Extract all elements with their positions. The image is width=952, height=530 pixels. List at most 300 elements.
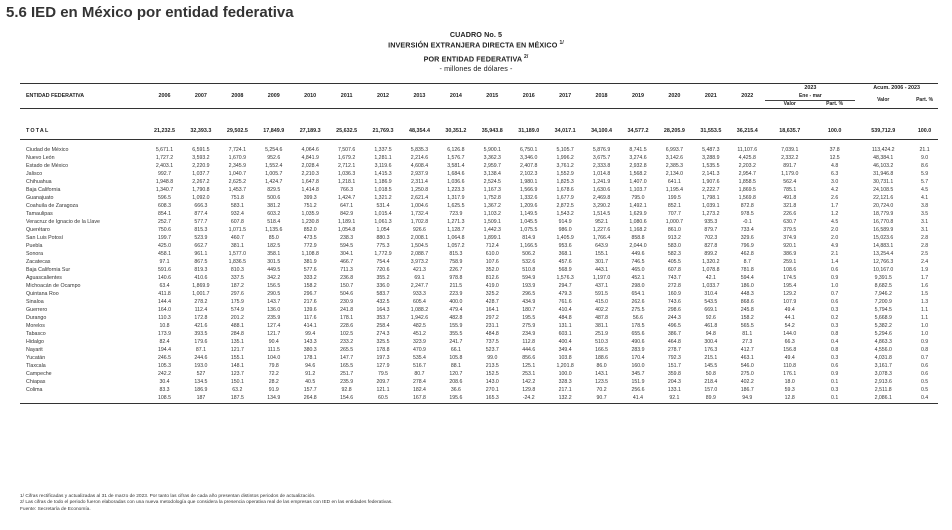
table-cell: 99.0 [487,355,498,362]
table-cell: 952.6 [267,155,281,162]
table-cell: 2,621.4 [410,195,429,202]
table-cell: 14,883.1 [873,243,894,250]
table-cell: 174.5 [783,275,797,282]
table-cell: 2,345.9 [228,163,246,170]
table-row [20,218,938,226]
table-cell: 127.9 [376,363,390,370]
table-cell: 2,044.0 [629,243,647,250]
footnote-2: 2/ Las cifras de todo el periodo fueron elaboradas con una nueva metodología que considera la presencia operativa real de las empresas con IED en las entidades federativas. [20,500,393,506]
table-cell: 0.1 [814,394,855,403]
table-cell: 110.8 [783,363,797,370]
table-cell: 3,581.4 [447,163,465,170]
table-row [20,322,938,330]
table-cell: 5,876.9 [592,147,611,153]
table-cell: 0.3 [831,307,839,314]
total-value: 21,232.5 [146,123,182,140]
table-cell: 12.5 [829,155,840,162]
table-cell: 861.0 [667,227,681,234]
table-cell: 56.6 [632,315,644,322]
table-cell: 1,039.1 [702,203,720,210]
table-cell: 654.1 [631,291,645,298]
table-row [20,162,938,170]
table-cell: 933.3 [412,291,426,298]
entity-name: Tlaxcala [26,363,46,370]
table-cell: 7,724.1 [228,147,246,153]
section-title: 5.6 IED en México por entidad federativa [6,4,294,21]
table-cell: 594.4 [740,275,754,282]
table-cell: 411.8 [158,291,171,298]
table-row [20,354,938,362]
table-cell: 1,045.5 [520,219,538,226]
table-cell: 157.0 [704,387,718,394]
table-cell: 449.6 [631,251,645,258]
table-cell: 368.1 [558,251,572,258]
table-cell: 123.7 [230,371,244,378]
table-cell: 70.2 [596,387,607,394]
table-cell: 978.8 [449,275,463,282]
table-cell: 90.7 [583,394,619,403]
table-cell: 1,033.7 [702,283,720,290]
table-cell: 461.8 [704,323,718,330]
table-cell: 482.5 [412,323,426,330]
table-cell: 1.0 [831,283,839,290]
entity-name: Zacatecas [26,259,51,266]
table-cell: 978.5 [740,211,754,218]
table-cell: 20,724.0 [873,203,894,210]
total-value: 31,189.0 [511,123,547,140]
table-cell: 1,543.2 [556,211,574,218]
table-cell: 5,794.5 [874,307,892,314]
table-cell: 301.5 [267,259,281,266]
table-row [20,258,938,266]
header-year-2017: 2017 [547,84,583,109]
table-cell: 381.1 [230,243,244,250]
table-cell: 195.6 [438,394,474,403]
table-cell: 298.6 [667,307,681,314]
table-cell: 2,959.7 [483,163,501,170]
table-cell: 12,766.3 [873,259,894,266]
table-cell: 867.5 [194,259,208,266]
table-cell: 1,179.0 [781,171,799,178]
table-row [20,242,938,250]
table-cell: 2,088.7 [410,251,429,258]
table-cell: 1,071.5 [228,227,246,234]
table-cell: 532.6 [522,259,536,266]
table-row [20,274,938,282]
table-cell: 880.3 [376,235,390,242]
table-cell: 194.4 [158,347,171,354]
table-cell: 610.0 [485,251,499,258]
table-row [20,226,938,234]
table-cell: 484.8 [485,331,499,338]
table-cell: 1,732.4 [410,211,429,218]
table-cell: 743.6 [667,299,681,306]
table-cell: 349.4 [558,347,572,354]
table-cell: 518.4 [267,219,281,226]
table-cell: 63.2 [232,387,243,394]
table-row [20,186,938,194]
total-value: 34,100.4 [583,123,619,140]
table-cell: 129.2 [783,291,797,298]
table-row [20,362,938,370]
table-cell: 1,004.6 [410,203,429,210]
title-note-2: 2/ [524,54,529,60]
header-year-2020: 2020 [656,84,692,109]
table-cell: 63.4 [159,283,170,290]
table-cell: 2,203.2 [738,163,756,170]
table-cell: 2,932.8 [629,163,647,170]
table-cell: 2,385.3 [665,163,684,170]
table-cell: 4.5 [920,187,929,194]
table-cell: 321.8 [783,203,797,210]
table-cell: 3,274.6 [629,155,647,162]
table-cell: 758.9 [449,259,463,266]
table-cell: 2.8 [920,243,929,250]
table-row [20,194,938,202]
table-cell: 178.8 [376,347,390,354]
table-cell: 235.9 [340,379,354,386]
table-cell: 1,948.8 [155,179,174,186]
table-row [20,210,938,218]
table-cell: 157.7 [303,387,317,394]
table-cell: 0.6 [831,267,839,274]
table-cell: 66.3 [784,339,795,346]
table-cell: 178.1 [340,315,354,322]
table-cell: 193.0 [194,363,208,370]
table-cell: 2,311.4 [410,179,428,186]
table-cell: 167.8 [401,394,437,403]
table-cell: 50.8 [705,371,716,378]
header-year-2023: 2023 [804,85,817,91]
table-cell: 278.7 [667,347,681,354]
table-cell: 353.7 [376,315,390,322]
table-cell: 1,166.5 [520,243,538,250]
entity-name: Guanajuato [26,195,54,202]
table-cell: 543.5 [704,299,718,306]
table-cell: 3.8 [920,203,929,210]
header-part: Part. % [814,101,855,109]
table-cell: 69.1 [414,275,425,282]
table-cell: 1,332.6 [520,195,538,202]
table-cell: 751.2 [303,203,317,210]
table-cell: 1,727.2 [155,155,174,162]
total-value: 36,215.4 [729,123,765,140]
table-cell: 2,954.7 [738,171,756,178]
table-cell: 129.8 [522,387,536,394]
table-cell: 1,064.8 [447,235,465,242]
table-cell: 743.7 [667,275,681,282]
table-cell: 7,039.1 [781,147,799,153]
table-cell: 204.3 [667,379,681,386]
table-cell: 952.1 [595,219,609,226]
table-cell: 428.7 [485,299,499,306]
table-cell: 1,005.7 [265,171,283,178]
table-cell: 158.2 [740,315,754,322]
table-cell: 761.6 [558,299,572,306]
table-cell: 1,057.2 [447,243,465,250]
table-cell: 355.5 [449,331,463,338]
table-cell: 603.2 [267,211,281,218]
entity-name: Quintana Roo [26,291,59,298]
table-cell: 158.2 [303,283,317,290]
table-cell: 583.0 [667,243,681,250]
table-cell: 150.7 [340,283,354,290]
table-cell: 300.4 [704,339,718,346]
table-cell: 105.8 [449,355,463,362]
table-cell: 298.0 [631,283,645,290]
table-cell: 79.8 [268,363,279,370]
entity-name: Aguascalientes [26,275,62,282]
table-cell: 258.4 [376,323,390,330]
table-cell: 244.6 [194,355,208,362]
table-cell: 1,035.9 [301,211,319,218]
table-cell: 251.9 [595,331,609,338]
table-cell: 88.1 [450,363,461,370]
table-cell: 8.6 [920,163,929,170]
table-cell: 506.2 [522,251,536,258]
table-row [20,298,938,306]
table-cell: 120.7 [449,371,463,378]
table-cell: 591.6 [158,267,171,274]
table-cell: 795.0 [631,195,645,202]
table-cell: 379.5 [783,227,797,234]
table-row [20,314,938,322]
table-cell: 135.1 [230,339,244,346]
table-cell: 329.6 [740,235,754,242]
table-cell: 3,593.2 [192,155,210,162]
table-cell: 90.4 [268,339,279,346]
table-cell: 2,028.4 [301,163,319,170]
total-value: 28,205.9 [656,123,692,140]
table-cell: 1,337.5 [374,147,392,153]
table-cell: 0.9 [831,371,839,378]
entity-name: Estado de México [26,163,69,170]
header-year-2014: 2014 [438,84,474,109]
table-cell: 2.6 [831,195,839,202]
table-cell: 117.6 [303,315,317,322]
table-cell: 872.8 [740,203,754,210]
table-cell: 139.6 [303,307,317,314]
table-cell: 1.2 [831,211,839,218]
table-cell: 6,591.5 [192,147,210,153]
table-cell: 723.9 [449,211,463,218]
table-cell: 381.9 [303,259,317,266]
table-cell: 144.4 [158,299,171,306]
table-cell: 523.7 [485,347,499,354]
table-cell: 1,677.9 [556,195,574,202]
ied-table [20,83,938,404]
table-cell: 932.4 [230,211,244,218]
table-cell: 1,566.9 [520,187,538,194]
table-cell: 605.4 [412,299,426,306]
total-value: 30,351.2 [438,123,474,140]
table-cell: 155.1 [595,251,609,258]
table-cell: 9.0 [920,155,929,162]
table-cell: 186.0 [740,283,754,290]
table-cell: 72.2 [268,371,279,378]
table-cell: 772.9 [303,243,317,250]
table-cell: 151.7 [667,363,681,370]
table-cell: 1,037.7 [192,171,210,178]
table-cell: 275.0 [740,371,754,378]
table-cell: 100.0 [558,371,572,378]
entity-name: Puebla [26,243,43,250]
table-cell: 195.5 [522,315,536,322]
table-cell: 961.1 [194,251,208,258]
table-row [20,234,938,242]
table-cell: 123.5 [595,379,609,386]
table-cell: 0.5 [920,387,929,394]
table-cell: 1,201.8 [556,363,574,370]
table-cell: 3,288.9 [702,155,720,162]
table-cell: 193.9 [522,283,536,290]
table-cell: 121.7 [230,347,244,354]
table-cell: 594.9 [522,275,536,282]
table-cell: 0.6 [920,371,929,378]
table-row [20,290,938,298]
table-cell: 30.4 [159,379,170,386]
table-cell: 4.1 [920,195,929,202]
table-cell: 10,167.0 [873,267,894,274]
table-cell: 49.4 [784,355,795,362]
table-cell: 415.0 [595,299,609,306]
table-cell: 1,576.7 [447,155,465,162]
table-cell: 5.7 [920,179,929,186]
table-cell: 3,119.6 [374,163,392,170]
table-cell: 265.5 [340,347,354,354]
table-cell: 87.1 [195,347,206,354]
table-cell: 751.8 [230,195,244,202]
table-cell: 297.2 [485,315,499,322]
entity-name: Jalisco [26,171,43,178]
table-cell: 110.3 [158,315,171,322]
table-cell: 1,167.3 [483,187,501,194]
table-cell: 1,230.8 [301,219,319,226]
table-cell: 641.1 [667,179,681,186]
table-cell: 5,835.3 [410,147,429,153]
table-cell: 231.1 [485,323,499,330]
table-cell: 4.9 [831,243,839,250]
table-cell: 5,671.1 [155,147,174,153]
table-cell: 2,141.3 [702,171,720,178]
table-cell: 1,702.8 [410,219,429,226]
table-cell: 304.1 [340,251,354,258]
table-cell: 399.3 [303,195,317,202]
table-cell: 278.4 [412,379,426,386]
table-cell: 6,126.8 [447,147,465,153]
table-cell: 5,382.2 [874,323,892,330]
table-cell: 22,121.6 [873,195,894,202]
table-cell: 1,321.2 [374,195,392,202]
table-cell: 1,907.6 [702,179,720,186]
table-cell: 165.5 [340,363,354,370]
table-cell: 488.1 [230,323,244,330]
table-cell: 1,218.1 [337,179,356,186]
table-cell: 0.3 [831,323,839,330]
table-cell: 1,504.5 [410,243,429,250]
table-cell: 201.2 [230,315,244,322]
table-cell: 583.1 [230,203,244,210]
table-cell: 1,186.9 [374,179,392,186]
table-cell: 199.7 [158,235,171,242]
table-cell: 2,247.7 [410,283,429,290]
table-cell: 102.5 [340,331,354,338]
table-cell: 226.6 [783,211,797,218]
table-cell: 6,993.7 [665,147,684,153]
table-cell: 107.9 [783,299,797,306]
table-cell: 891.7 [783,163,797,170]
table-cell: 16,589.9 [873,227,894,234]
table-cell: 608.3 [158,203,171,210]
table-cell: 262.6 [631,299,645,306]
table-row [20,386,938,394]
table-cell: 1.4 [831,259,839,266]
table-cell: 2,102.3 [520,171,538,178]
entity-name: Guerrero [26,307,48,314]
table-cell: 1,405.9 [556,235,574,242]
table-cell: 2.0 [831,235,839,242]
table-cell: 175.9 [230,299,244,306]
table-cell: 3,346.0 [520,155,538,162]
table-cell: 913.2 [667,235,681,242]
table-cell: 81.1 [742,331,753,338]
header-year-2019: 2019 [620,84,656,109]
table-cell: 1,040.7 [228,171,246,178]
table-cell: 2,407.8 [520,163,538,170]
table-cell: 143.3 [303,339,317,346]
table-cell: 879.7 [704,227,718,234]
table-cell: 0.3 [831,387,839,394]
total-value: 31,553.5 [693,123,729,140]
table-cell: 1,678.6 [556,187,574,194]
table-cell: 583.7 [376,291,390,298]
table-cell: 296.7 [303,291,317,298]
table-cell: 400.4 [558,339,572,346]
total-value: 29,502.5 [219,123,255,140]
table-row [20,282,938,290]
table-cell: 197.3 [376,355,390,362]
total-value: 21,769.3 [365,123,401,140]
total-value: 18,635.7 [765,123,814,140]
table-cell: 877.4 [194,211,208,218]
table-cell: 2,469.8 [592,195,611,202]
table-cell: 1,415.3 [374,171,392,178]
table-cell: 491.8 [783,195,797,202]
table-cell: 2.8 [920,235,929,242]
table-cell: 1,223.3 [447,187,465,194]
table-cell: 297.6 [230,291,244,298]
table-cell: 5,254.6 [265,147,283,153]
table-cell: 374.9 [783,235,797,242]
entity-name: Veracruz de Ignacio de la Llave [26,219,100,226]
total-value: 27,189.3 [292,123,328,140]
table-cell: 10.8 [159,323,170,330]
table-cell: 4.5 [831,219,839,226]
entity-name: Baja California Sur [26,267,71,274]
table-cell: 2,214.6 [410,155,429,162]
table-cell: 1.1 [920,315,929,322]
table-cell: 1,424.7 [265,179,283,186]
table-cell: 400.0 [449,299,463,306]
table-cell: 1,061.3 [374,219,392,226]
table-cell: 953.6 [558,243,572,250]
table-cell: 432.5 [376,299,390,306]
table-cell: 1,492.1 [629,203,647,210]
table-cell: 164.1 [485,307,499,314]
table-cell: 2.5 [920,251,929,258]
table-cell: 1,407.0 [629,179,647,186]
table-cell: 577.6 [303,267,317,274]
